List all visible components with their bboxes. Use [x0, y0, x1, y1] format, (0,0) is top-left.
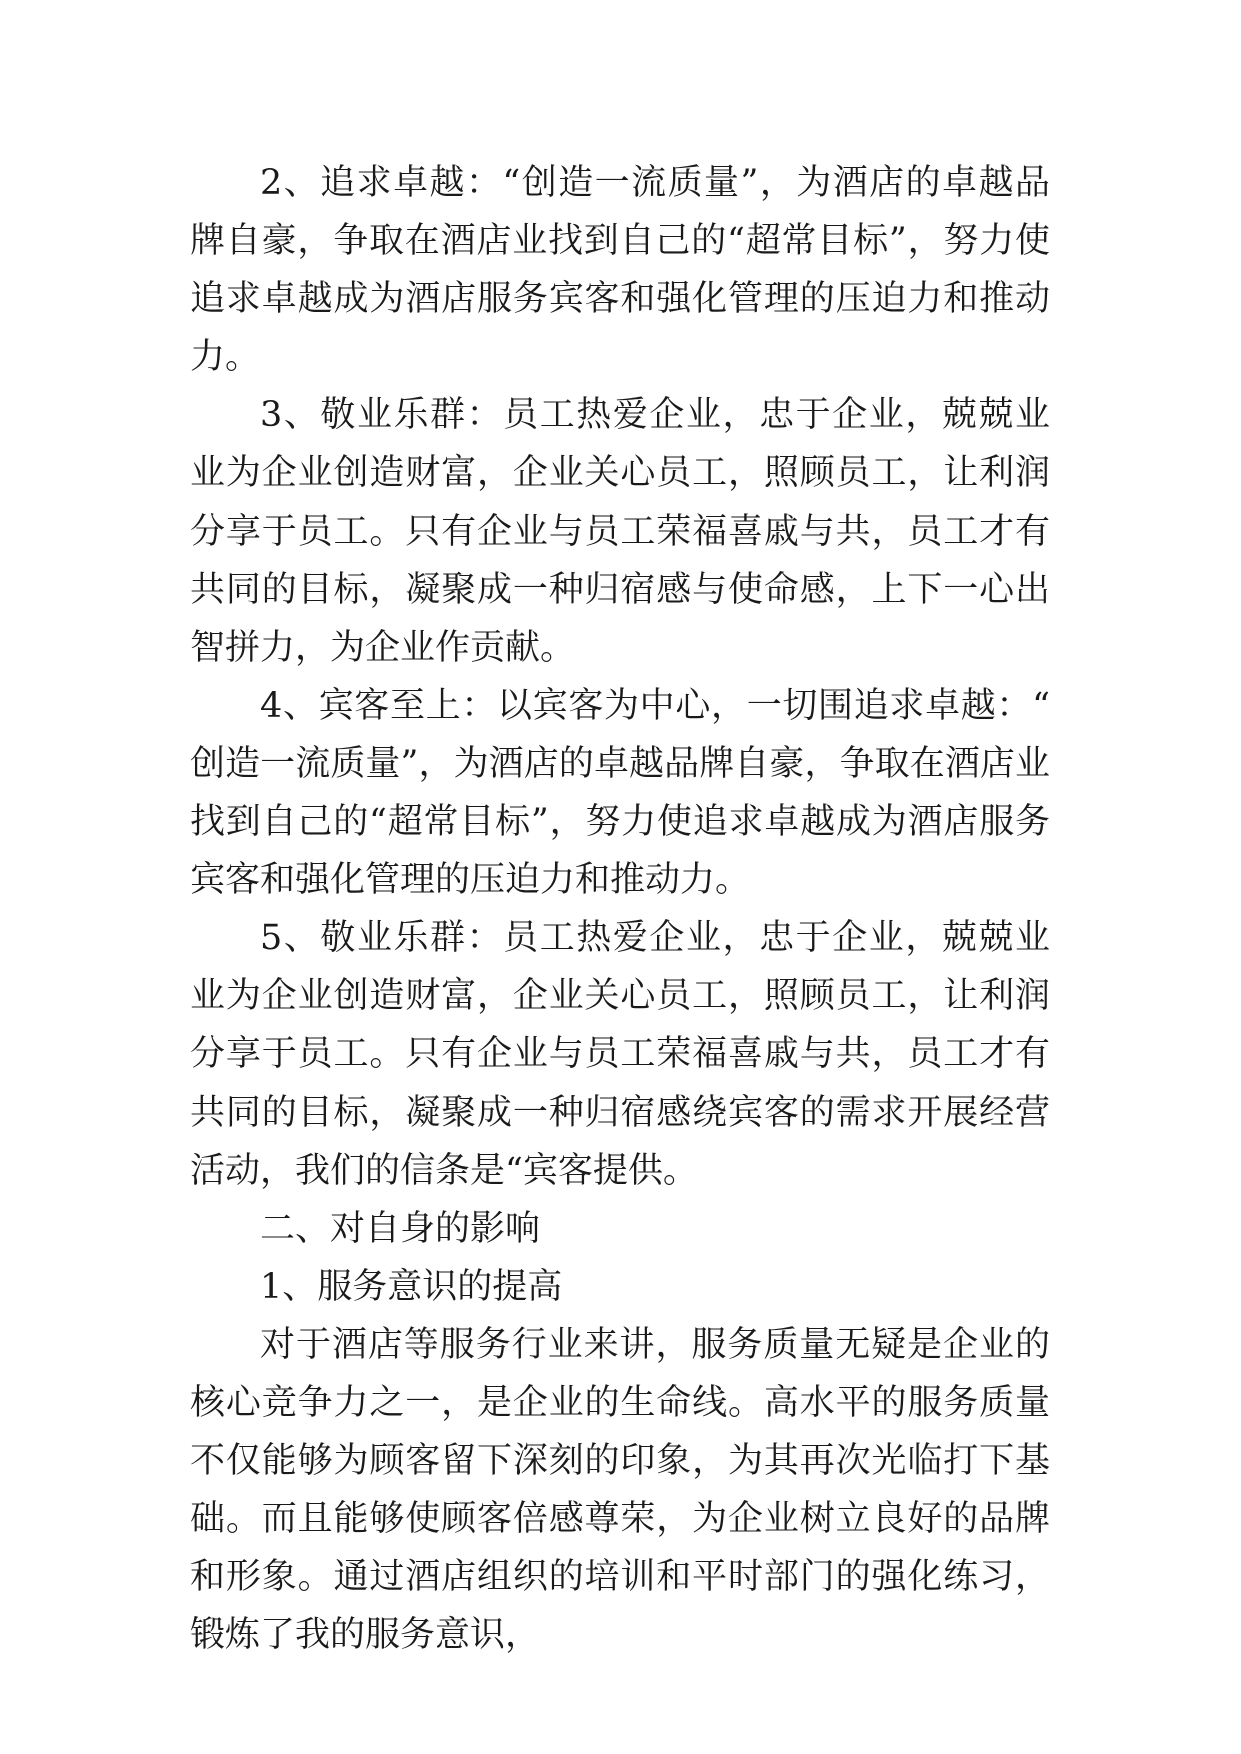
- paragraph-guest-first: 4、宾客至上：以宾客为中心，一切围追求卓越：“创造一流质量”，为酒店的卓越品牌自豪，争取在酒店业找到自己的“超常目标”，努力使追求卓越成为酒店服务宾客和强化管理的压迫力和推动力。: [190, 685, 1050, 901]
- paragraph-pursue-excellence: 2、追求卓越：“创造一流质量”，为酒店的卓越品牌自豪，争取在酒店业找到自己的“超常目标”，努力使追求卓越成为酒店服务宾客和强化管理的压迫力和推动力。: [190, 163, 1050, 378]
- section-heading-self-impact: 二、对自身的影响: [260, 1208, 541, 1249]
- paragraph-dedication-teamwork-repeat: 5、敬业乐群：员工热爱企业，忠于企业，兢兢业业为企业创造财富，企业关心员工，照顾员工，让利润分享于员工。只有企业与员工荣福喜戚与共，员工才有共同的目标，凝聚成一种归宿感绕宾客的需求开展经营活动，我们的信条是“宾客提供。: [190, 918, 1050, 1191]
- subheading-service-awareness: 1、服务意识的提高: [260, 1266, 563, 1307]
- document-body: [190, 154, 1050, 1664]
- paragraph-service-quality: 对于酒店等服务行业来讲，服务质量无疑是企业的核心竞争力之一，是企业的生命线。高水平的服务质量不仅能够为顾客留下深刻的印象，为其再次光临打下基础。而且能够使顾客倍感尊荣，为企业树立良好的品牌和形象。通过酒店组织的培训和平时部门的强化练习，锻炼了我的服务意识，: [190, 1324, 1050, 1656]
- paragraph-dedication-teamwork: 3、敬业乐群：员工热爱企业，忠于企业，兢兢业业为企业创造财富，企业关心员工，照顾员工，让利润分享于员工。只有企业与员工荣福喜戚与共，员工才有共同的目标，凝聚成一种归宿感与使命感，上下一心出智拼力，为企业作贡献。: [190, 395, 1050, 668]
